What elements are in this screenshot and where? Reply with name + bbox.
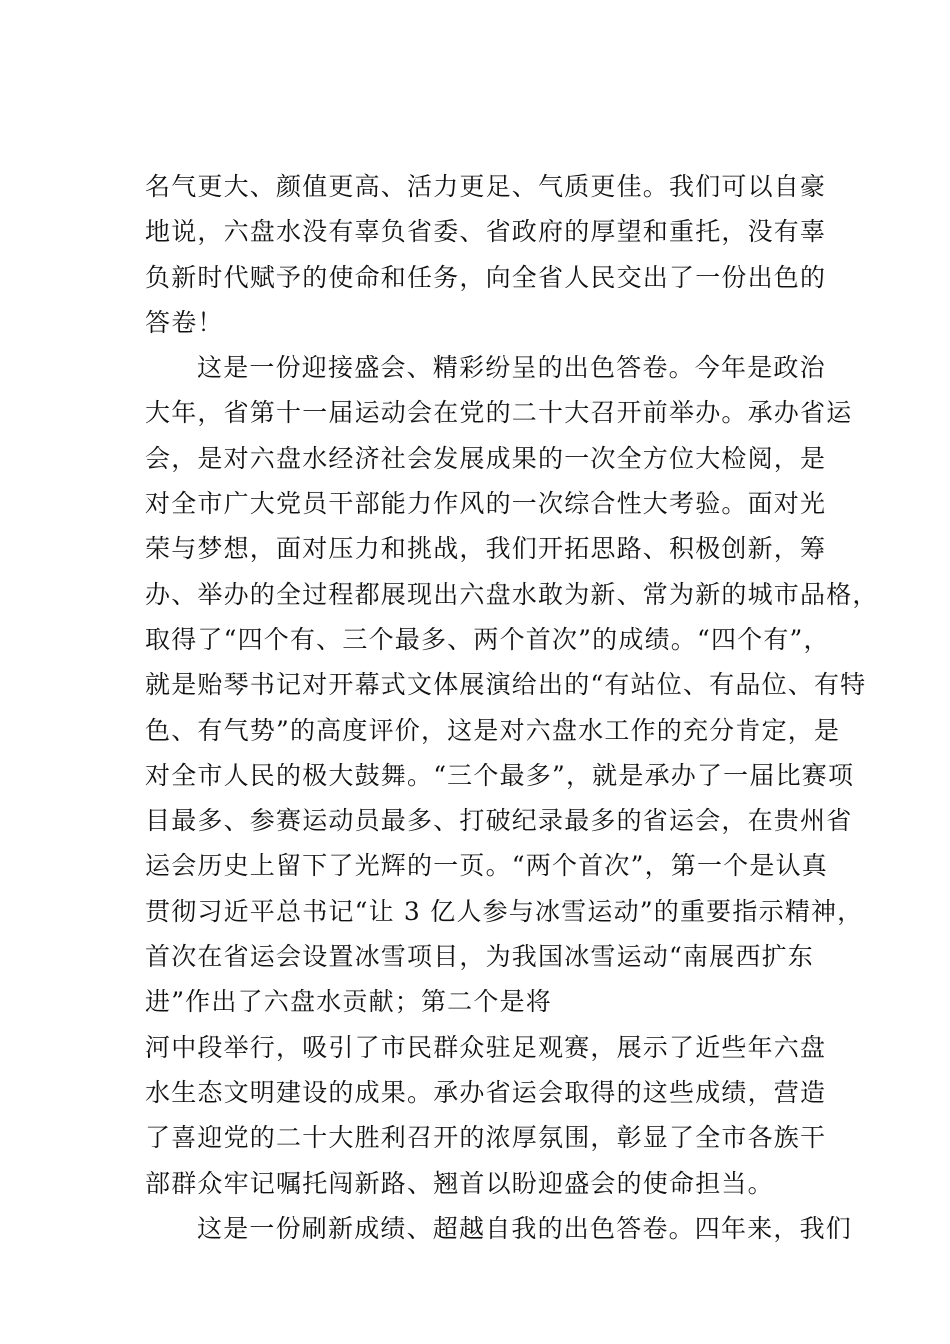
text-line: 对全市人民的极大鼓舞。“三个最多”，就是承办了一届比赛项 [145,760,855,790]
text-line: 取得了“四个有、三个最多、两个首次”的成绩。“四个有”， [145,624,830,654]
text-line: 河中段举行，吸引了市民群众驻足观赛，展示了近些年六盘 [145,1032,827,1062]
text-line: 对全市广大党员干部能力作风的一次综合性大考验。面对光 [145,489,827,519]
text-line: 会，是对六盘水经济社会发展成果的一次全方位大检阅，是 [145,443,827,473]
text-line: 大年，省第十一届运动会在党的二十大召开前举办。承办省运 [145,398,853,428]
text-line: 名气更大、颜值更高、活力更足、气质更佳。我们可以自豪 [145,172,827,201]
text-line: 贯彻习近平总书记“让 3 亿人参与冰雪运动”的重要指示精神， [145,896,864,926]
text-line: 荣与梦想，面对压力和挑战，我们开拓思路、积极创新，筹 [145,534,827,564]
body-text [145,164,879,1251]
paragraph-first-line: 这是一份迎接盛会、精彩纷呈的出色答卷。今年是政治 [197,353,826,383]
text-line: 色、有气势”的高度评价，这是对六盘水工作的充分肯定，是 [145,715,841,745]
text-line: 运会历史上留下了光辉的一页。“两个首次”，第一个是认真 [145,851,828,881]
text-line: 负新时代赋予的使命和任务，向全省人民交出了一份出色的 [145,262,827,292]
text-line: 目最多、参赛运动员最多、打破纪录最多的省运会，在贵州省 [145,806,853,836]
text-line: 水生态文明建设的成果。承办省运会取得的这些成绩，营造 [145,1077,827,1107]
text-line: 首次在省运会设置冰雪项目，为我国冰雪运动“南展西扩东 [145,942,814,972]
text-line: 地说，六盘水没有辜负省委、省政府的厚望和重托，没有辜 [145,217,827,247]
text-line: 就是贻琴书记对开幕式文体展演给出的“有站位、有品位、有特 [145,670,867,700]
text-line: 答卷！ [145,307,224,337]
paragraph-first-line: 这是一份刷新成绩、超越自我的出色答卷。四年来，我们 [197,1213,853,1243]
text-line: 进”作出了六盘水贡献；第二个是将 [145,987,552,1017]
text-line: 了喜迎党的二十大胜利召开的浓厚氛围，彰显了全市各族干 [145,1123,827,1153]
text-line: 办、举办的全过程都展现出六盘水敢为新、常为新的城市品格， [145,579,879,609]
text-line: 部群众牢记嘱托闯新路、翘首以盼迎盛会的使命担当。 [145,1168,774,1198]
